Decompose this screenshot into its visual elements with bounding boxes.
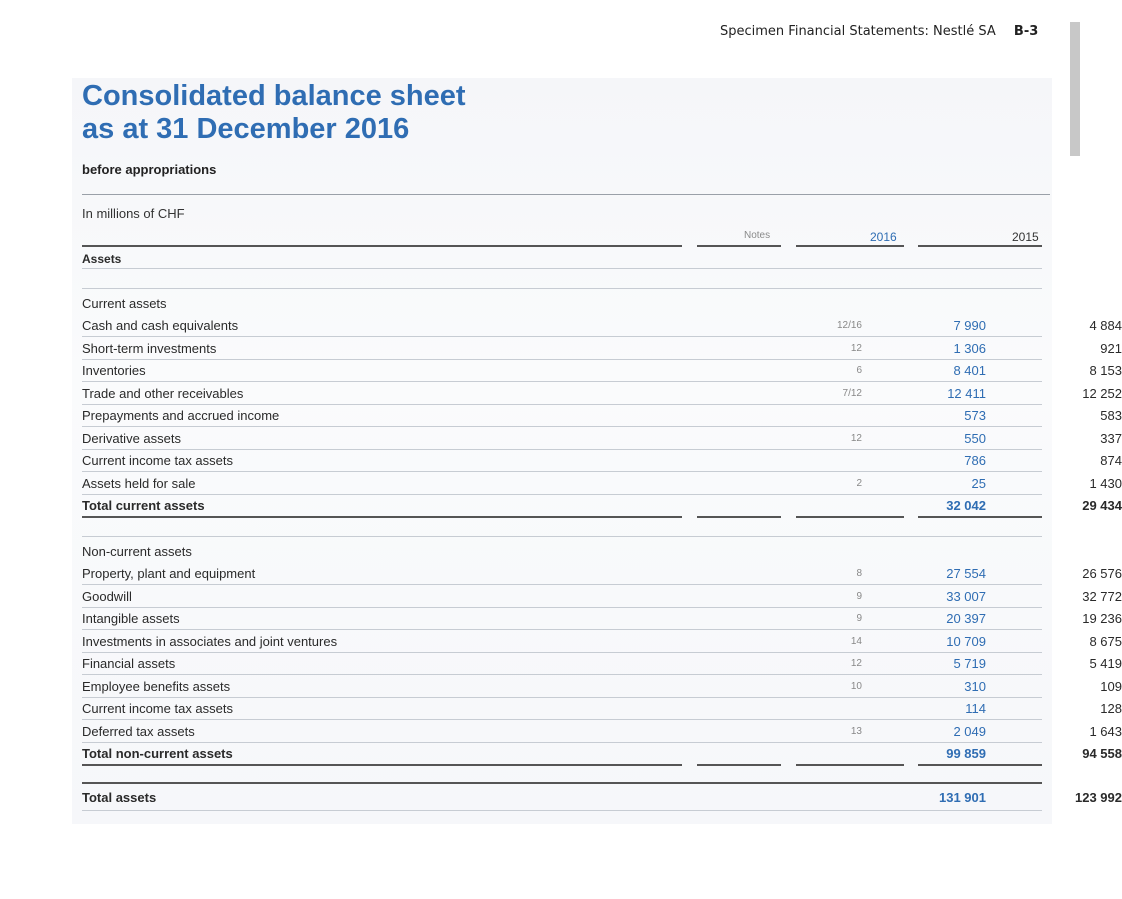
total-rule xyxy=(697,516,781,518)
total-rule xyxy=(918,516,1042,518)
note-ref: 14 xyxy=(850,635,862,647)
row-divider xyxy=(82,471,1042,472)
row-divider xyxy=(82,652,1042,653)
value-2016: 12 411 xyxy=(947,385,986,401)
row-divider xyxy=(82,629,1042,630)
value-2015: 583 xyxy=(1100,408,1122,423)
page-number: B-3 xyxy=(1013,24,1039,39)
col-2016: 2016 xyxy=(870,230,897,244)
row-divider xyxy=(82,426,1042,427)
value-2015: 12 252 xyxy=(1082,385,1122,401)
row-divider xyxy=(82,494,1042,495)
value-2016: 5 719 xyxy=(953,656,986,671)
row-divider xyxy=(82,449,1042,450)
row-divider xyxy=(82,697,1042,698)
total-rule xyxy=(697,764,781,766)
row-label: Total current assets xyxy=(82,498,205,513)
row-divider xyxy=(82,607,1042,608)
note-ref: 9 xyxy=(856,590,862,602)
total-rule xyxy=(82,764,682,766)
row-divider xyxy=(82,674,1042,675)
divider xyxy=(82,268,1042,269)
note-ref: 7/12 xyxy=(842,387,862,399)
value-2015: 19 236 xyxy=(1082,611,1122,626)
row-label: Inventories xyxy=(82,363,146,378)
scrollbar[interactable] xyxy=(1070,22,1080,156)
value-2016: 573 xyxy=(964,408,986,423)
row-label: Goodwill xyxy=(82,588,132,604)
value-2016: 32 042 xyxy=(946,498,986,513)
value-2015: 29 434 xyxy=(1082,498,1122,513)
col-notes: Notes xyxy=(744,230,771,241)
subtitle: before appropriations xyxy=(82,162,217,177)
row-divider xyxy=(82,584,1042,585)
row-label: Total assets xyxy=(82,790,157,805)
value-2016: 550 xyxy=(964,430,986,446)
row-label: Financial assets xyxy=(82,656,176,671)
value-2016: 310 xyxy=(964,678,986,694)
value-2015: 1 643 xyxy=(1089,723,1122,739)
note-ref: 12 xyxy=(850,658,862,669)
row-divider xyxy=(82,381,1042,382)
total-rule xyxy=(82,516,682,518)
row-label: Deferred tax assets xyxy=(82,723,195,739)
value-2015: 94 558 xyxy=(1082,746,1122,761)
row-label: Prepayments and accrued income xyxy=(82,408,280,423)
value-2015: 8 153 xyxy=(1089,363,1122,378)
value-2016: 8 401 xyxy=(953,363,986,378)
value-2015: 337 xyxy=(1100,430,1122,446)
note-ref: 12/16 xyxy=(836,320,862,331)
value-2015: 5 419 xyxy=(1089,656,1122,671)
section-label: Non-current assets xyxy=(82,544,192,559)
value-2016: 33 007 xyxy=(946,588,986,604)
title-line-1: Consolidated balance sheet xyxy=(82,80,466,112)
note-ref: 6 xyxy=(856,365,862,376)
divider xyxy=(82,194,1050,195)
row-label: Employee benefits assets xyxy=(82,678,231,694)
value-2016: 20 397 xyxy=(946,611,986,626)
value-2015: 4 884 xyxy=(1089,318,1122,333)
value-2016: 25 xyxy=(971,475,986,491)
value-2016: 114 xyxy=(965,701,986,716)
value-2015: 32 772 xyxy=(1082,588,1122,604)
value-2016: 99 859 xyxy=(946,746,986,761)
value-2015: 123 992 xyxy=(1075,790,1122,805)
title-line-2: as at 31 December 2016 xyxy=(82,113,410,145)
value-2016: 7 990 xyxy=(953,318,986,333)
divider xyxy=(82,810,1042,811)
header-rule xyxy=(697,245,781,247)
row-divider xyxy=(82,359,1042,360)
note-ref: 9 xyxy=(856,613,862,624)
row-label: Current income tax assets xyxy=(82,453,234,468)
value-2015: 109 xyxy=(1100,678,1122,694)
header-rule xyxy=(82,245,682,247)
row-label: Investments in associates and joint ventures xyxy=(82,633,338,649)
col-2015: 2015 xyxy=(1012,230,1039,244)
row-divider xyxy=(82,742,1042,743)
note-ref: 12 xyxy=(850,432,862,444)
value-2015: 921 xyxy=(1100,340,1122,356)
row-divider xyxy=(82,404,1042,405)
value-2016: 2 049 xyxy=(953,723,986,739)
total-rule xyxy=(918,764,1042,766)
value-2015: 874 xyxy=(1100,453,1122,468)
grand-total-rule xyxy=(82,782,1042,784)
divider xyxy=(82,288,1042,289)
note-ref: 13 xyxy=(850,725,862,737)
row-divider xyxy=(82,336,1042,337)
noncurrent-assets-heading xyxy=(82,544,1042,566)
value-2016: 786 xyxy=(964,453,986,468)
current-assets-heading xyxy=(82,296,1042,318)
running-title: Specimen Financial Statements: Nestlé SA xyxy=(720,24,996,39)
value-2016: 27 554 xyxy=(946,566,986,581)
row-label: Cash and cash equivalents xyxy=(82,318,239,333)
value-2016: 131 901 xyxy=(939,790,986,805)
value-2016: 1 306 xyxy=(953,340,986,356)
section-label: Assets xyxy=(82,252,122,266)
row-label: Trade and other receivables xyxy=(82,385,244,401)
row-label: Current income tax assets xyxy=(82,701,234,716)
assets-heading xyxy=(82,252,1042,274)
value-2015: 128 xyxy=(1100,701,1122,716)
note-ref: 2 xyxy=(856,477,862,489)
total-assets-row xyxy=(82,790,1122,812)
section-label: Current assets xyxy=(82,296,167,311)
note-ref: 8 xyxy=(856,568,862,579)
note-ref: 12 xyxy=(850,342,862,354)
row-label: Intangible assets xyxy=(82,611,180,626)
row-label: Derivative assets xyxy=(82,430,181,446)
header-rule xyxy=(796,245,904,247)
row-label: Short-term investments xyxy=(82,340,217,356)
running-header xyxy=(720,24,1038,39)
note-ref: 10 xyxy=(850,680,862,692)
value-2015: 1 430 xyxy=(1089,475,1122,491)
total-rule xyxy=(796,764,904,766)
divider xyxy=(82,536,1042,537)
value-2015: 26 576 xyxy=(1082,566,1122,581)
total-rule xyxy=(796,516,904,518)
value-2015: 8 675 xyxy=(1089,633,1122,649)
row-label: Property, plant and equipment xyxy=(82,566,256,581)
header-rule xyxy=(918,245,1042,247)
units-label: In millions of CHF xyxy=(82,206,185,221)
value-2016: 10 709 xyxy=(946,633,986,649)
row-divider xyxy=(82,719,1042,720)
row-label: Total non-current assets xyxy=(82,746,233,761)
row-label: Assets held for sale xyxy=(82,475,196,491)
page-title xyxy=(82,80,466,146)
